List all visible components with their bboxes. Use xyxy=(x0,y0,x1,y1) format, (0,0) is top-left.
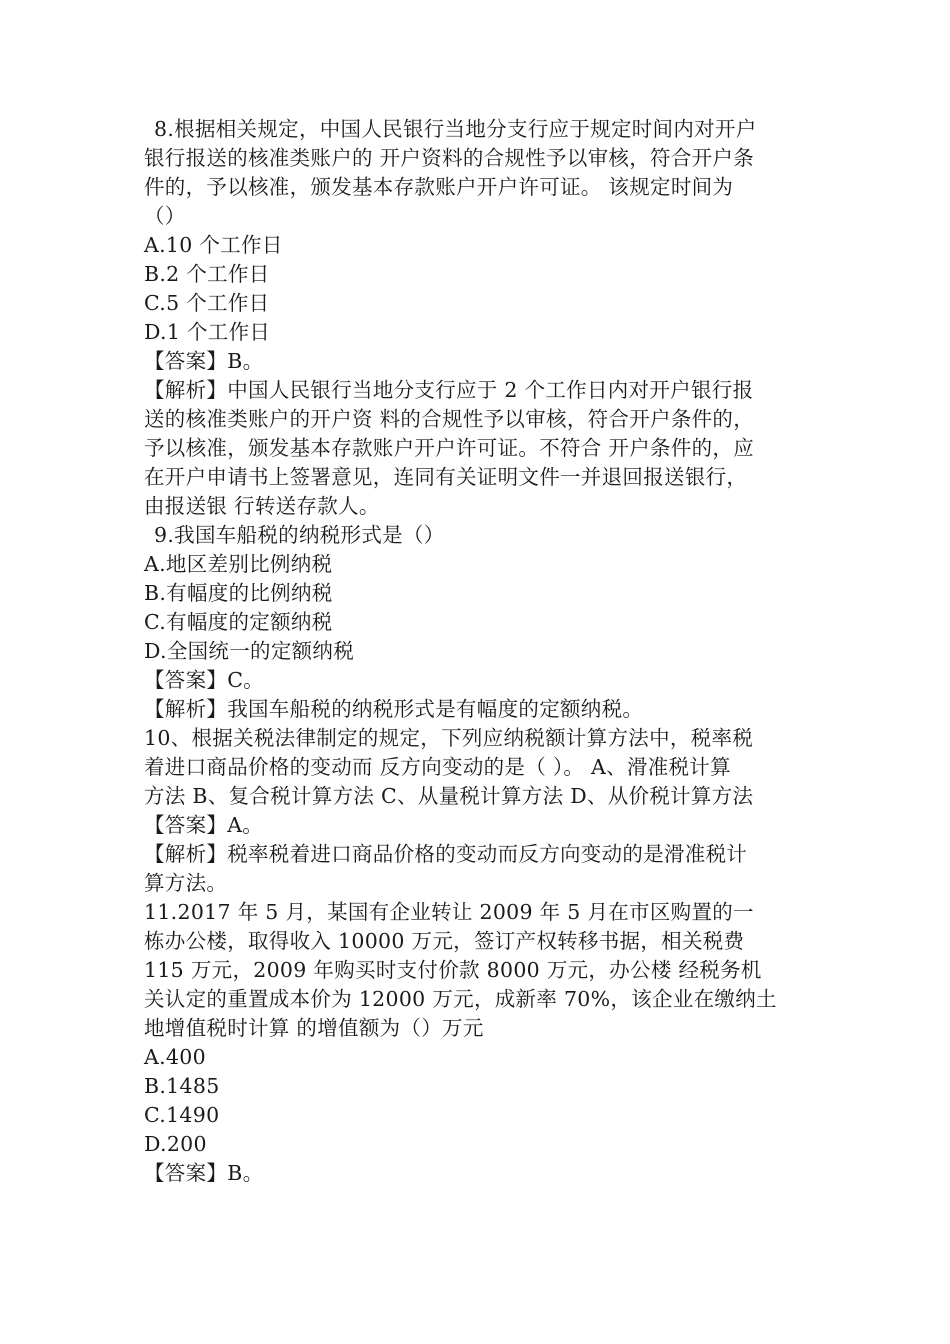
option-c: C.有幅度的定额纳税 xyxy=(144,610,333,634)
option-a: A.10 个工作日 xyxy=(144,233,283,257)
question-stem-line: （） xyxy=(144,204,186,228)
question-stem-line: 9.我国车船税的纳税形式是（） xyxy=(154,523,445,547)
question-stem-line: 11.2017 年 5 月，某国有企业转让 2009 年 5 月在市区购置的一 xyxy=(144,900,754,924)
option-d: D.200 xyxy=(144,1132,207,1156)
answer: 【答案】B。 xyxy=(144,349,264,373)
analysis-line: 【解析】中国人民银行当地分支行应于 2 个工作日内对开户银行报 xyxy=(144,378,754,402)
question-stem-line: 关认定的重置成本价为 12000 万元，成新率 70%，该企业在缴纳土 xyxy=(144,987,777,1011)
analysis-line: 送的核准类账户的开户资 料的合规性予以审核，符合开户条件的， xyxy=(144,407,755,431)
analysis-line: 在开户申请书上签署意见，连同有关证明文件一并退回报送银行， xyxy=(144,465,748,489)
option-a: A.400 xyxy=(144,1045,206,1069)
question-8 xyxy=(144,115,804,521)
option-b: B.1485 xyxy=(144,1074,220,1098)
option-d: D.1 个工作日 xyxy=(144,320,271,344)
option-a: A.地区差别比例纳税 xyxy=(144,552,333,576)
question-10 xyxy=(144,724,804,898)
question-stem-line: 银行报送的核准类账户的 开户资料的合规性予以审核，符合开户条 xyxy=(144,146,755,170)
question-stem-line: 115 万元，2009 年购买时支付价款 8000 万元，办公楼 经税务机 xyxy=(144,958,762,982)
question-stem-line: 着进口商品价格的变动而 反方向变动的是（ ）。 A、滑准税计算 xyxy=(144,755,731,779)
answer: 【答案】B。 xyxy=(144,1161,264,1185)
document-page xyxy=(144,115,804,1188)
question-stem-line: 栋办公楼，取得收入 10000 万元，签订产权转移书据，相关税费 xyxy=(144,929,745,953)
question-stem-line: 8.根据相关规定，中国人民银行当地分支行应于规定时间内对开户 xyxy=(154,117,757,141)
option-d: D.全国统一的定额纳税 xyxy=(144,639,355,663)
analysis-line: 算方法。 xyxy=(144,871,228,895)
question-9 xyxy=(144,521,804,724)
answer: 【答案】C。 xyxy=(144,668,264,692)
question-stem-line: 件的，予以核准，颁发基本存款账户开户许可证。 该规定时间为 xyxy=(144,175,734,199)
question-stem-line: 地增值税时计算 的增值额为（）万元 xyxy=(144,1016,484,1040)
analysis-line: 予以核准，颁发基本存款账户开户许可证。不符合 开户条件的，应 xyxy=(144,436,755,460)
analysis-line: 【解析】税率税着进口商品价格的变动而反方向变动的是滑准税计 xyxy=(144,842,748,866)
analysis-line: 由报送银 行转送存款人。 xyxy=(144,494,380,518)
question-stem-line: 10、根据关税法律制定的规定，下列应纳税额计算方法中，税率税 xyxy=(144,726,754,750)
option-b: B.有幅度的比例纳税 xyxy=(144,581,333,605)
option-b: B.2 个工作日 xyxy=(144,262,270,286)
option-c: C.1490 xyxy=(144,1103,220,1127)
option-c: C.5 个工作日 xyxy=(144,291,270,315)
question-stem-line: 方法 B、复合税计算方法 C、从量税计算方法 D、从价税计算方法 xyxy=(144,784,754,808)
analysis-line: 【解析】我国车船税的纳税形式是有幅度的定额纳税。 xyxy=(144,697,644,721)
answer: 【答案】A。 xyxy=(144,813,264,837)
question-11 xyxy=(144,898,804,1188)
